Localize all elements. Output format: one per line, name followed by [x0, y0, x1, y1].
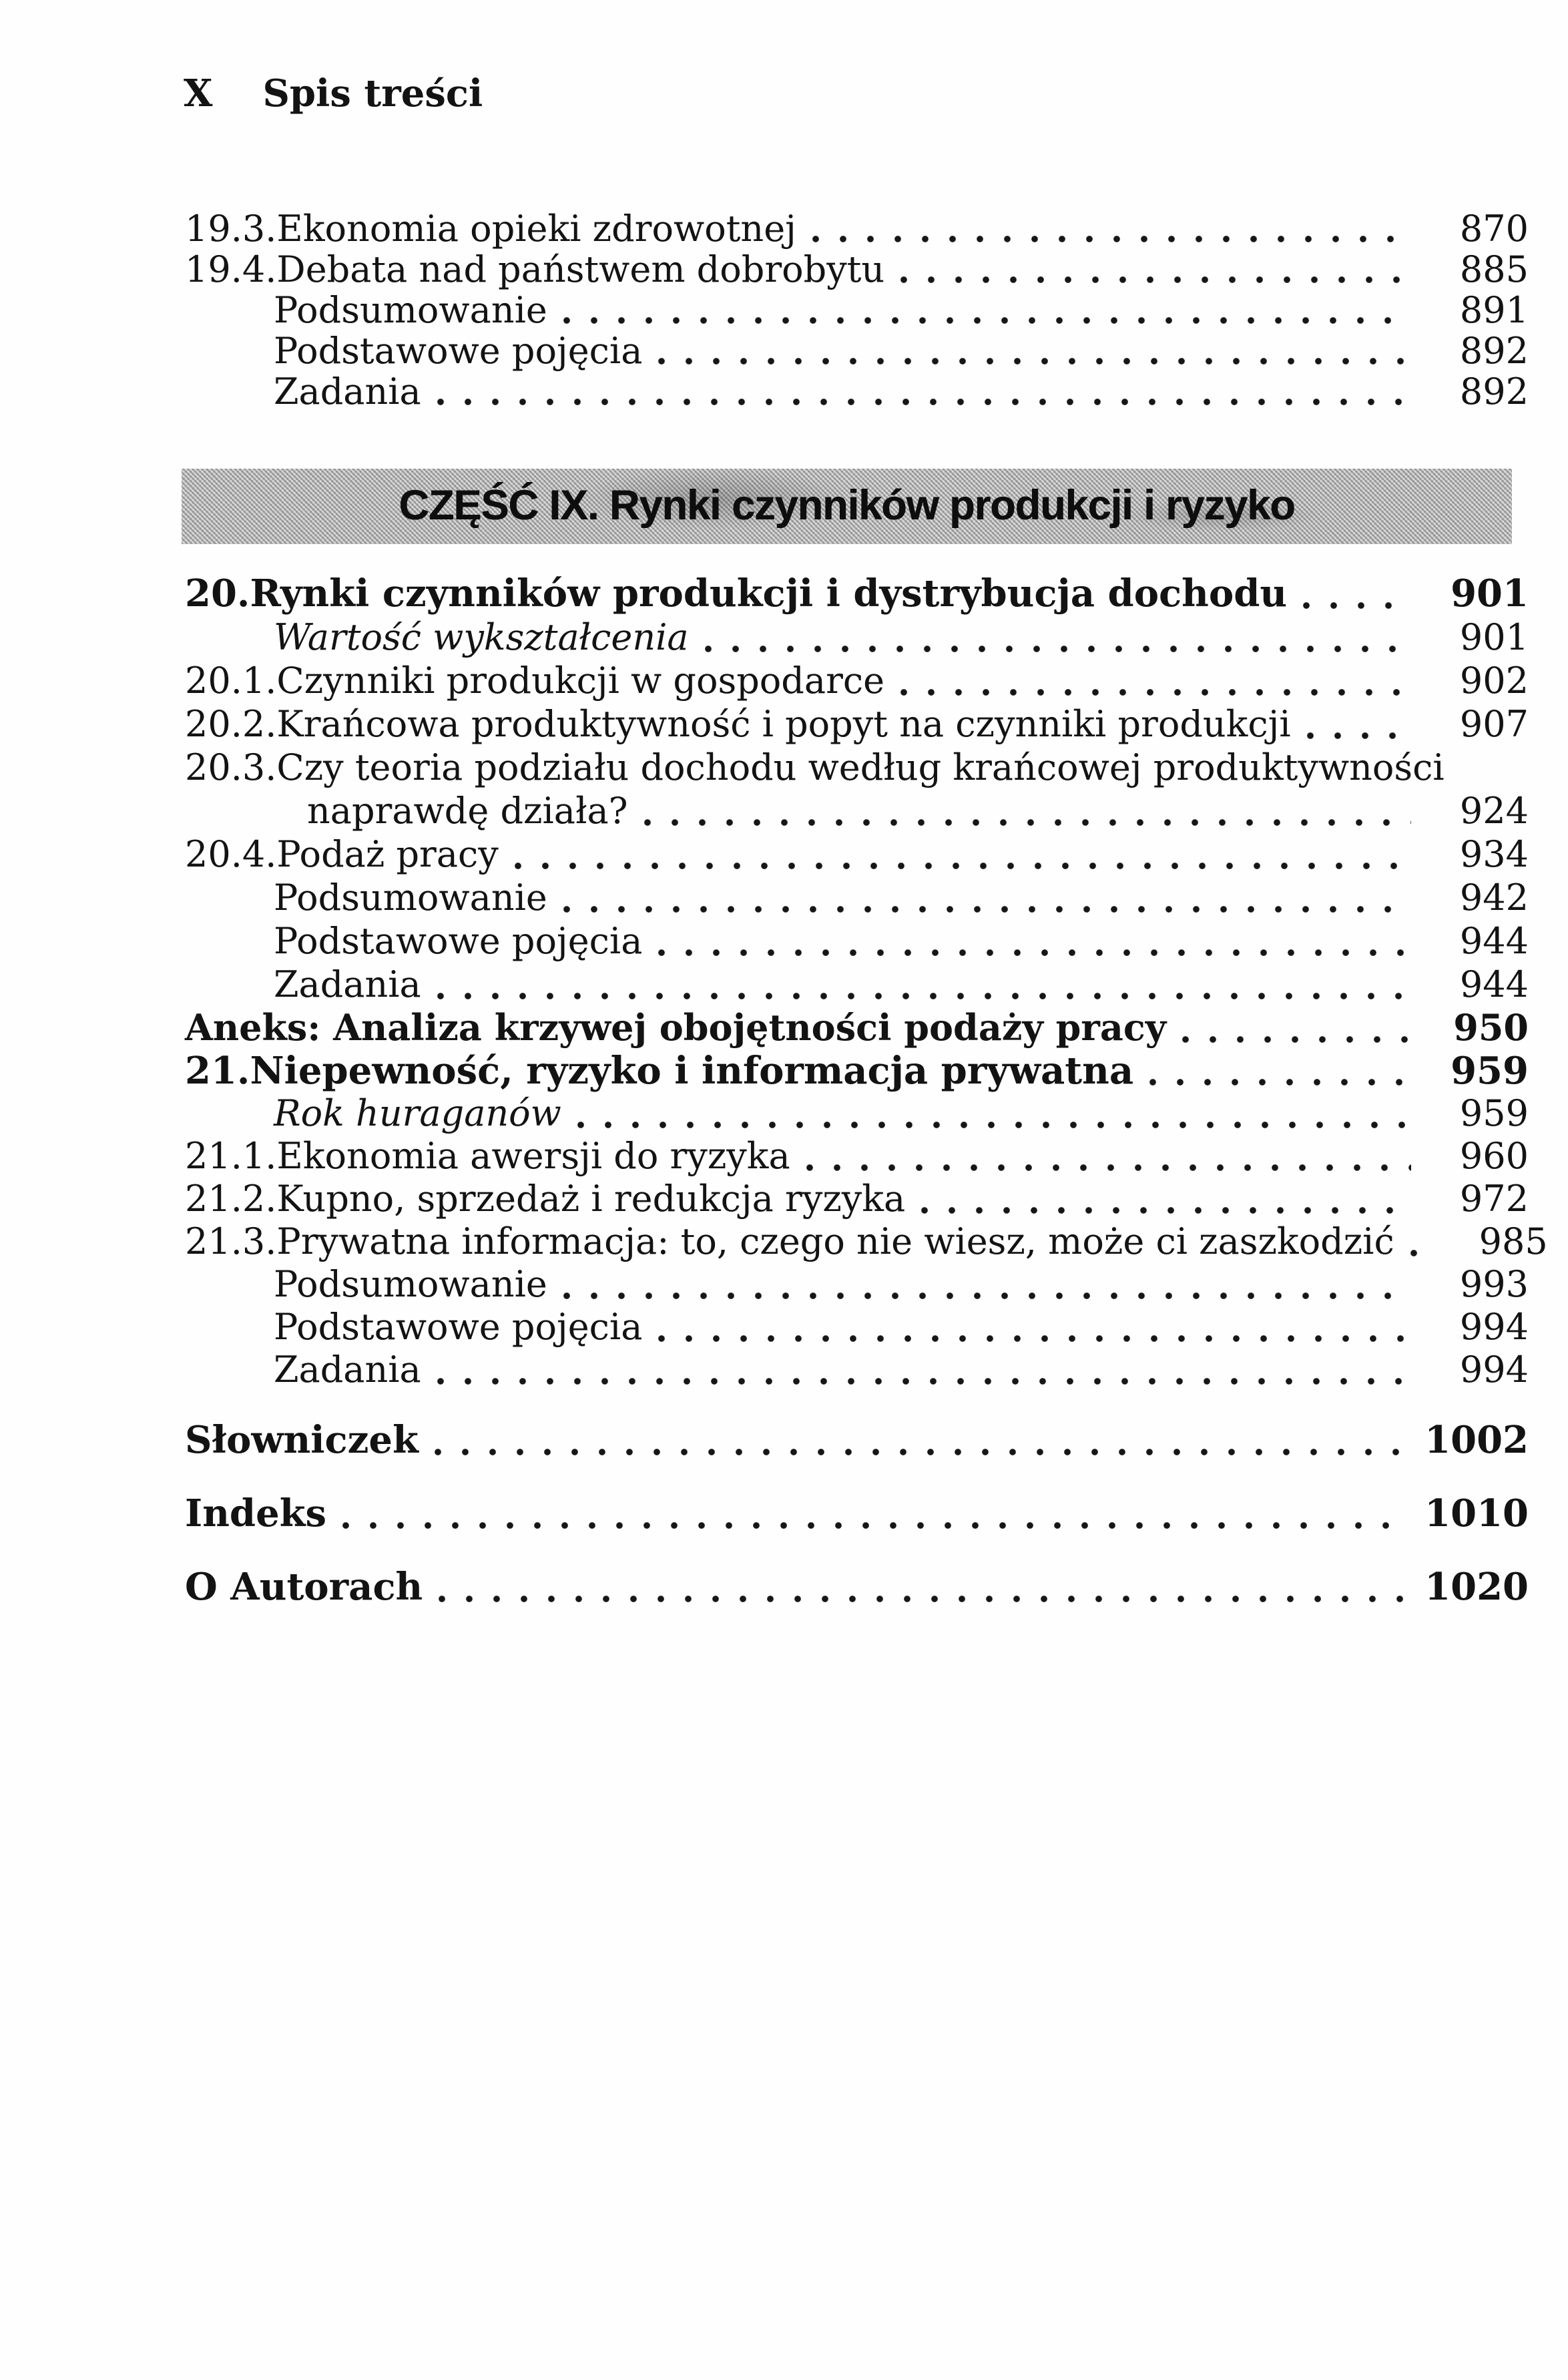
entry-label: Krańcowa produktywność i popyt na czynniki produkcji — [276, 703, 1291, 745]
part-banner-label: CZĘŚĆ IX. Rynki czynników produkcji i ryzyko — [399, 481, 1295, 529]
toc-section-chapter21 — [185, 1049, 1548, 1391]
dot-leader — [644, 819, 1411, 826]
entry-label: Ekonomia awersji do ryzyka — [276, 1135, 790, 1177]
page-number: 994 — [1459, 1349, 1529, 1391]
running-head — [184, 71, 483, 115]
toc-row — [185, 1492, 1529, 1535]
entry-label: Podsumowanie — [274, 289, 547, 331]
toc-row — [185, 1566, 1529, 1609]
page-number: 950 — [1453, 1006, 1529, 1049]
dot-leader — [1182, 1036, 1411, 1043]
dot-leader — [658, 1335, 1411, 1342]
dot-leader — [437, 1378, 1411, 1385]
toc-row — [185, 1306, 1529, 1349]
entry-number: 20.3. — [185, 746, 277, 788]
dot-leader — [437, 399, 1411, 405]
dot-leader — [563, 317, 1411, 324]
toc-row — [185, 1049, 1529, 1092]
entry-number: 20.1. — [185, 660, 277, 702]
entry-label: Podstawowe pojęcia — [274, 920, 643, 962]
dot-leader — [1307, 732, 1411, 739]
entry-label: Podsumowanie — [274, 877, 547, 919]
dot-leader — [1303, 602, 1411, 609]
toc-row — [185, 876, 1529, 919]
page-roman-numeral: X — [184, 71, 213, 115]
entry-label: Podstawowe pojęcia — [274, 330, 643, 372]
toc-row — [185, 1349, 1529, 1391]
entry-label: Słowniczek — [185, 1418, 419, 1462]
running-head-title: Spis treści — [262, 71, 483, 115]
dot-leader — [563, 1292, 1411, 1299]
page-number: 959 — [1459, 1092, 1529, 1134]
dot-leader — [900, 689, 1411, 696]
dot-leader — [1149, 1079, 1411, 1086]
entry-number: 19.3. — [185, 208, 277, 250]
entry-number: 20.4. — [185, 833, 277, 875]
entry-label: O Autorach — [185, 1565, 423, 1609]
toc-row — [185, 1220, 1548, 1263]
page-number: 892 — [1459, 330, 1529, 372]
part-banner — [182, 469, 1512, 544]
page-number: 1010 — [1424, 1491, 1529, 1535]
toc-row — [185, 832, 1529, 876]
toc-row — [185, 789, 1529, 832]
dot-leader — [1410, 1250, 1430, 1256]
page-number: 1002 — [1424, 1418, 1529, 1462]
entry-label: Podsumowanie — [274, 1263, 547, 1305]
entry-label: naprawdę działa? — [307, 790, 628, 832]
toc-section-chapter20 — [185, 572, 1529, 1049]
page-number: 944 — [1459, 920, 1529, 962]
entry-label: Czy teoria podziału dochodu według krańcowej produktywności — [276, 746, 1445, 788]
dot-leader — [900, 276, 1411, 283]
entry-number: 21.3. — [185, 1220, 277, 1262]
entry-label: Czynniki produkcji w gospodarce — [276, 660, 885, 702]
toc-row — [185, 746, 1529, 789]
toc-row — [185, 702, 1529, 746]
entry-label: Zadania — [274, 371, 421, 413]
dot-leader — [577, 1122, 1411, 1128]
entry-label: Zadania — [274, 1349, 421, 1391]
entry-label: Aneks: Analiza krzywej obojętności podaży pracy — [185, 1006, 1167, 1049]
page-number: 994 — [1459, 1306, 1529, 1348]
entry-label: Zadania — [274, 963, 421, 1005]
page-number: 902 — [1459, 660, 1529, 702]
toc-row — [185, 1135, 1529, 1178]
entry-label: Podaż pracy — [276, 833, 499, 875]
toc-row — [185, 919, 1529, 963]
page-number: 942 — [1459, 877, 1529, 919]
page-number: 901 — [1459, 616, 1529, 658]
page-number: 985 — [1479, 1220, 1548, 1262]
toc-row — [185, 659, 1529, 702]
toc-section-chapter19 — [185, 208, 1529, 412]
dot-leader — [658, 358, 1411, 365]
page-number: 870 — [1459, 208, 1529, 250]
entry-label: Prywatna informacja: to, czego nie wiesz, może ci zaszkodzić — [276, 1220, 1394, 1262]
page-number: 901 — [1451, 571, 1529, 616]
dot-leader — [812, 236, 1411, 242]
page-number: 993 — [1459, 1263, 1529, 1305]
toc-row — [185, 963, 1529, 1006]
entry-number: 19.4. — [185, 248, 277, 290]
page-number: 972 — [1459, 1178, 1529, 1220]
toc-row — [185, 249, 1529, 290]
page-number: 960 — [1459, 1135, 1529, 1177]
page-number: 892 — [1459, 371, 1529, 413]
dot-leader — [563, 906, 1411, 913]
entry-label: Rok huraganów — [274, 1092, 561, 1134]
toc-row — [185, 330, 1529, 371]
page-number: 907 — [1459, 703, 1529, 745]
toc-row — [185, 616, 1529, 659]
dot-leader — [921, 1207, 1411, 1214]
toc-row — [185, 208, 1529, 249]
toc-row — [185, 1006, 1529, 1049]
entry-label: Kupno, sprzedaż i redukcja ryzyka — [276, 1178, 906, 1220]
entry-label: Niepewność, ryzyko i informacja prywatna — [250, 1049, 1134, 1093]
toc-row — [185, 1178, 1529, 1220]
entry-label: Podstawowe pojęcia — [274, 1306, 643, 1348]
entry-number: 21.2. — [185, 1178, 277, 1220]
dot-leader — [806, 1164, 1411, 1171]
dot-leader — [435, 1449, 1407, 1455]
dot-leader — [705, 646, 1411, 652]
page-number: 934 — [1459, 833, 1529, 875]
dot-leader — [342, 1522, 1407, 1529]
page-number: 1020 — [1424, 1565, 1529, 1609]
toc-row — [185, 572, 1529, 616]
entry-number: 21. — [185, 1049, 250, 1093]
dot-leader — [658, 949, 1411, 956]
toc-row — [185, 1419, 1529, 1462]
toc-row — [185, 371, 1529, 412]
page-number: 944 — [1459, 963, 1529, 1005]
dot-leader — [515, 863, 1411, 869]
toc-section-backmatter — [185, 1419, 1529, 1639]
page-number: 885 — [1459, 248, 1529, 290]
page-number: 959 — [1451, 1049, 1529, 1093]
entry-number: 20. — [185, 571, 250, 616]
dot-leader — [439, 1596, 1407, 1602]
entry-label: Wartość wykształcenia — [274, 616, 689, 658]
entry-number: 21.1. — [185, 1135, 277, 1177]
page-number: 924 — [1459, 790, 1529, 832]
toc-row — [185, 290, 1529, 330]
entry-number: 20.2. — [185, 703, 277, 745]
entry-label: Rynki czynników produkcji i dystrybucja dochodu — [250, 571, 1288, 616]
toc-row — [185, 1263, 1529, 1306]
dot-leader — [437, 993, 1411, 999]
toc-row — [185, 1092, 1529, 1135]
entry-label: Ekonomia opieki zdrowotnej — [276, 208, 796, 250]
entry-label: Debata nad państwem dobrobytu — [276, 248, 885, 290]
entry-label: Indeks — [185, 1491, 327, 1535]
page-number: 891 — [1459, 289, 1529, 331]
